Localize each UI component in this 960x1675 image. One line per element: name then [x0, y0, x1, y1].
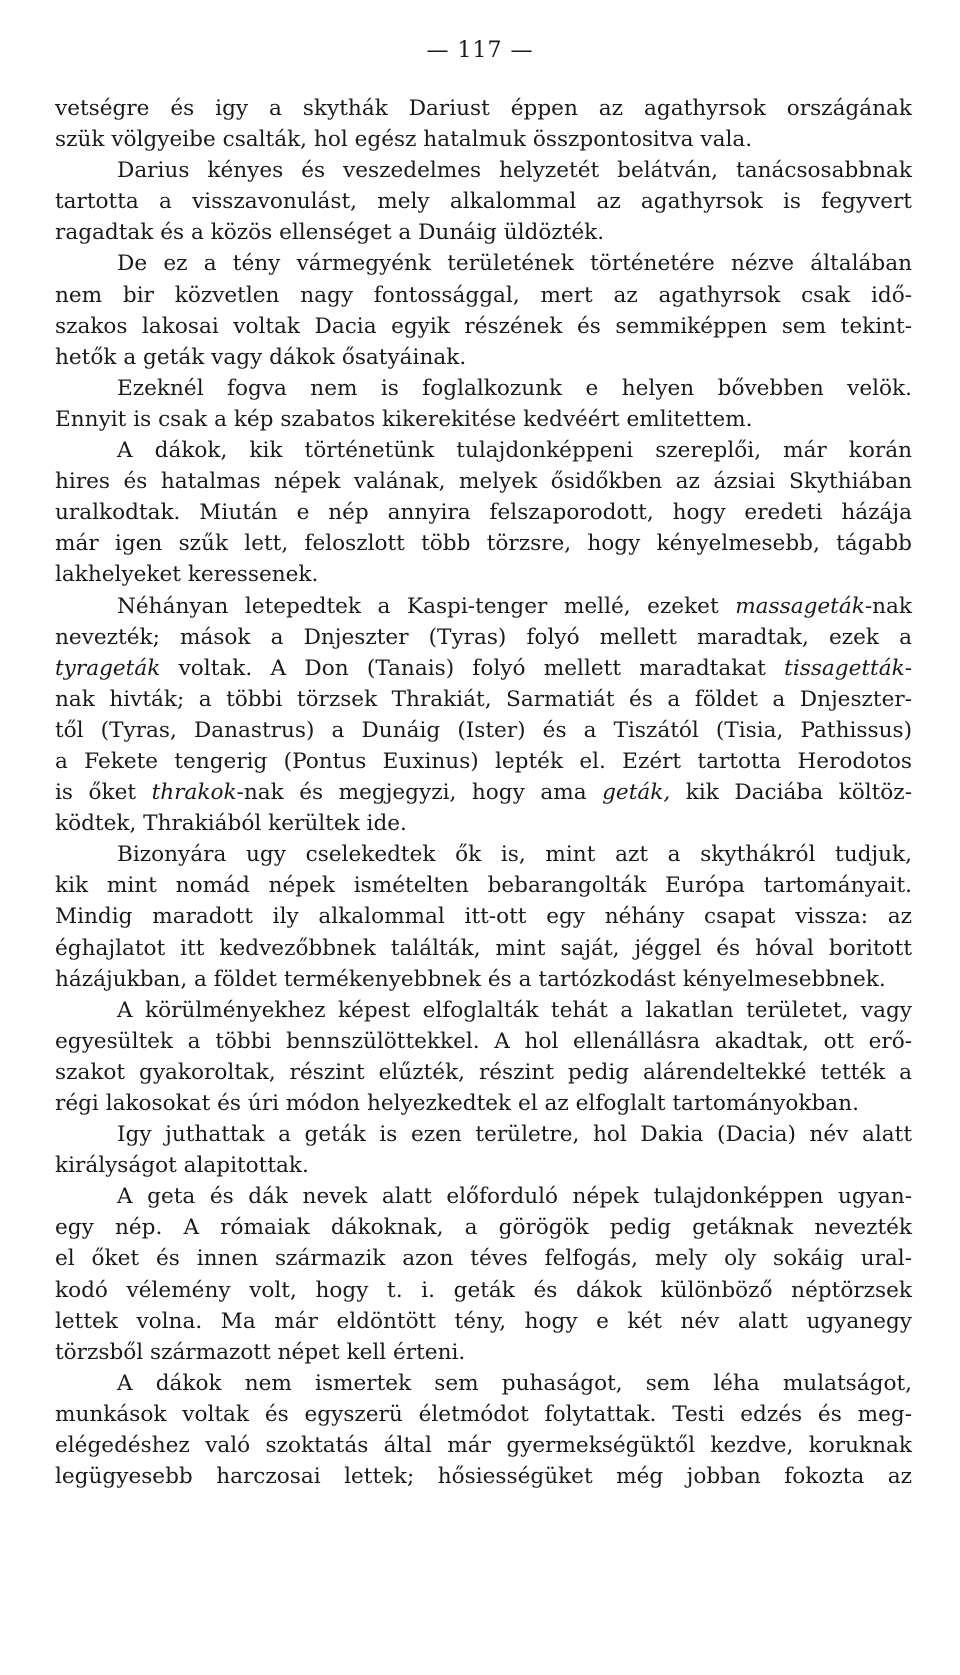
text-line	[55, 1461, 912, 1492]
text-line	[55, 933, 912, 964]
text-line	[55, 870, 912, 901]
text-segment: -nak	[864, 593, 912, 619]
text-line	[55, 1430, 912, 1461]
text-segment: Mindig maradott ily alkalommal itt-ott egy néhány csapat vissza: az	[55, 904, 912, 930]
text-segment: A geta és dák nevek alatt előforduló népek tulajdonképpen ugyan-	[117, 1184, 912, 1210]
text-segment: -nak és megjegyzi, hogy ama	[236, 780, 603, 806]
text-segment: nem bir közvetlen nagy fontossággal, mert az agathyrsok csak idő-	[55, 282, 912, 308]
text-segment: házájukban, a földet termékenyebbnek és a tartózkodást kényelmesebbnek.	[55, 966, 886, 992]
text-segment: tartotta a visszavonulást, mely alkalommal az agathyrsok is fegyvert	[55, 189, 912, 215]
text-line	[55, 591, 912, 622]
text-line	[55, 1150, 912, 1181]
text-line	[55, 497, 912, 528]
text-line	[55, 217, 912, 248]
text-line	[55, 1399, 912, 1430]
text-line	[55, 342, 912, 373]
text-segment: el őket és innen származik azon téves felfogás, mely oly sokáig ural-	[55, 1246, 912, 1272]
text-segment: éghajlatot itt kedvezőbbnek találták, mint saját, jéggel és hóval boritott	[55, 935, 912, 961]
text-segment: A körülményekhez képest elfoglalták tehát a lakatlan területet, vagy	[117, 997, 912, 1023]
body-text	[55, 93, 912, 1492]
text-line	[55, 404, 912, 435]
text-line	[55, 186, 912, 217]
text-segment: szük völgyeibe csalták, hol egész hatalmuk összpontositva vala.	[55, 127, 753, 153]
text-line	[55, 839, 912, 870]
text-segment: már igen szűk lett, feloszlott több törzsre, hogy kényelmesebb, tágabb	[55, 531, 912, 557]
text-segment: hetők a geták vagy dákok ősatyáinak.	[55, 344, 467, 370]
text-segment: uralkodtak. Miután e nép annyira felszaporodott, hogy eredeti házája	[55, 500, 912, 526]
text-line	[55, 1088, 912, 1119]
text-line	[55, 559, 912, 590]
page-number: — 117 —	[426, 38, 534, 63]
text-line	[55, 1212, 912, 1243]
text-segment: Ezeknél fogva nem is foglalkozunk e helyen bővebben velök.	[117, 375, 912, 401]
text-segment: ragadtak és a közös ellenséget a Dunáig üldözték.	[55, 220, 605, 246]
text-line	[55, 1337, 912, 1368]
text-line	[55, 808, 912, 839]
text-line	[55, 901, 912, 932]
text-segment: törzsből származott népet kell érteni.	[55, 1339, 466, 1365]
text-line	[55, 777, 912, 808]
text-segment: -	[904, 655, 912, 681]
text-line	[55, 684, 912, 715]
text-line	[55, 1181, 912, 1212]
text-segment: Néhányan letepedtek a Kaspi-tenger mellé, ezeket	[117, 593, 736, 619]
text-segment: nevezték; mások a Dnjeszter (Tyras) folyó mellett maradtak, ezek a	[55, 624, 912, 650]
text-segment: egyesültek a többi bennszülöttekkel. A hol ellenállásra akadtak, ott erő-	[55, 1028, 912, 1054]
text-line	[55, 248, 912, 279]
text-segment: kik Daciába költöz-	[670, 780, 912, 806]
text-segment: Igy juthattak a geták is ezen területre, hol Dakia (Dacia) név alatt	[117, 1122, 912, 1148]
italic-term: geták,	[602, 780, 671, 806]
text-line	[55, 1368, 912, 1399]
text-line	[55, 528, 912, 559]
text-line	[55, 1243, 912, 1274]
text-segment: hires és hatalmas népek valának, melyek ősidőkben az ázsiai Skythiában	[55, 469, 912, 495]
text-line	[55, 995, 912, 1026]
text-segment: Darius kényes és veszedelmes helyzetét belátván, tanácsosabbnak	[117, 158, 912, 184]
text-segment: is őket	[55, 780, 152, 806]
text-segment: lakhelyeket keressenek.	[55, 562, 319, 588]
text-line	[55, 622, 912, 653]
text-segment: Ennyit is csak a kép szabatos kikerekitése kedvéért emlitettem.	[55, 406, 753, 432]
text-segment: királyságot alapitottak.	[55, 1153, 309, 1179]
text-line	[55, 373, 912, 404]
text-segment: szakos lakosai voltak Dacia egyik részének és semmiképpen sem tekint-	[55, 313, 912, 339]
text-segment: kodó vélemény volt, hogy t. i. geták és dákok különböző néptörzsek	[55, 1277, 912, 1303]
text-segment: vetségre és igy a skythák Dariust éppen az agathyrsok országának	[55, 96, 912, 121]
italic-term: tyrageták	[55, 655, 161, 681]
text-line	[55, 435, 912, 466]
text-segment: voltak. A Don (Tanais) folyó mellett maradtakat	[160, 655, 785, 681]
text-segment: egy nép. A rómaiak dákoknak, a görögök pedig getáknak nevezték	[55, 1215, 912, 1241]
text-line	[55, 653, 912, 684]
text-segment: régi lakosokat és úri módon helyezkedtek el az elfoglalt tartományokban.	[55, 1091, 859, 1116]
text-line	[55, 155, 912, 186]
text-segment: A dákok, kik történetünk tulajdonképpeni szereplői, már korán	[117, 438, 912, 464]
text-line	[55, 715, 912, 746]
text-line	[55, 1306, 912, 1337]
text-segment: ködtek, Thrakiából kerültek ide.	[55, 811, 407, 837]
text-line	[55, 746, 912, 777]
text-segment: munkások voltak és egyszerü életmódot folytattak. Testi edzés és meg-	[55, 1401, 912, 1427]
text-line	[55, 1275, 912, 1306]
italic-term: thrakok	[151, 780, 237, 806]
text-line	[55, 1119, 912, 1150]
text-line	[55, 466, 912, 497]
text-segment: Bizonyára ugy cselekedtek ők is, mint azt a skythákról tudjuk,	[117, 842, 912, 868]
text-segment: kik mint nomád népek ismételten bebarangolták Európa tartományait.	[55, 873, 912, 899]
text-segment: től (Tyras, Danastrus) a Dunáig (Ister) és a Tiszától (Tisia, Pathissus)	[55, 717, 912, 743]
text-segment: A dákok nem ismertek sem puhaságot, sem léha mulatságot,	[117, 1370, 912, 1396]
text-line	[55, 311, 912, 342]
text-line	[55, 964, 912, 995]
text-segment: De ez a tény vármegyénk területének történetére nézve általában	[117, 251, 912, 277]
italic-term: massageták	[735, 593, 865, 619]
text-segment: nak hivták; a többi törzsek Thrakiát, Sarmatiát és a földet a Dnjeszter-	[55, 686, 912, 712]
text-line	[55, 93, 912, 124]
text-line	[55, 1057, 912, 1088]
text-segment: a Fekete tengerig (Pontus Euxinus) lepték el. Ezért tartotta Herodotos	[55, 748, 912, 774]
text-segment: szakot gyakoroltak, részint elűzték, részint pedig alárendeltekké tették a	[55, 1059, 912, 1085]
text-line	[55, 1026, 912, 1057]
text-segment: legügyesebb harczosai lettek; hősiességüket még jobban fokozta az	[55, 1464, 912, 1490]
text-segment: elégedéshez való szoktatás által már gyermekségüktől kezdve, koruknak	[55, 1433, 912, 1459]
text-line	[55, 124, 912, 155]
text-line	[55, 280, 912, 311]
italic-term: tissagetták	[784, 655, 905, 681]
text-segment: lettek volna. Ma már eldöntött tény, hogy e két név alatt ugyanegy	[55, 1308, 912, 1334]
